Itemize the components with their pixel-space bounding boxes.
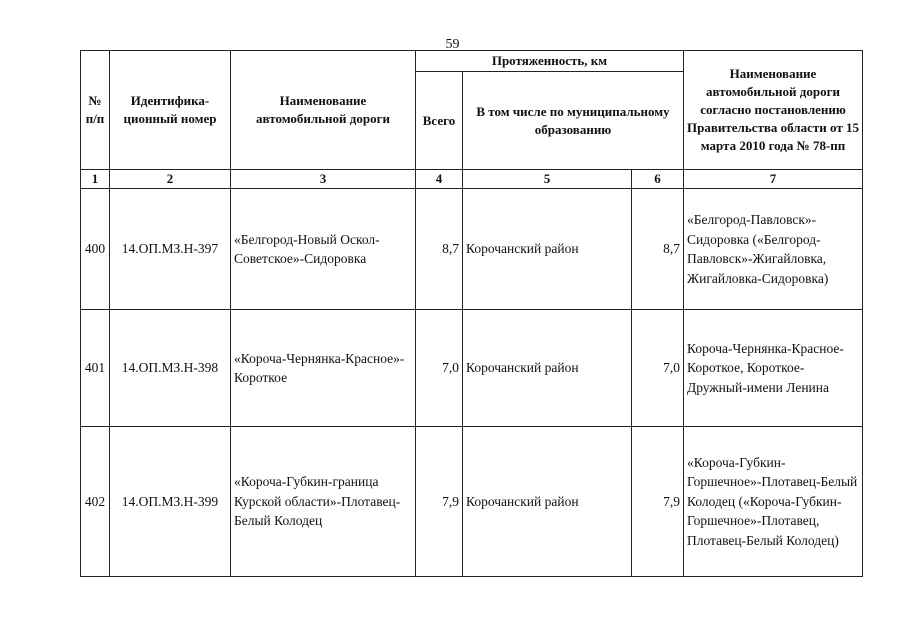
decree-road-name: «Короча-Губкин-Горшечное»-Плотавец-Белый Колодец («Короча-Губкин-Горшечное»-Плотавец, Плотавец-Белый Колодец) [684,427,863,577]
decree-road-name: «Белгород-Павловск»-Сидоровка («Белгород-Павловск»-Жигайловка, Жигайловка-Сидоровка) [684,189,863,310]
header-num: № п/п [81,51,110,170]
column-number: 4 [416,170,463,189]
municipal-length: 7,9 [632,427,684,577]
road-name: «Короча-Губкин-граница Курской области»-Плотавец-Белый Колодец [231,427,416,577]
length-total: 7,0 [416,310,463,427]
road-name: «Короча-Чернянка-Красное»-Короткое [231,310,416,427]
municipal-district: Корочанский район [463,427,632,577]
roads-table [80,50,863,577]
municipal-district: Корочанский район [463,189,632,310]
column-number: 1 [81,170,110,189]
header-total: Всего [416,72,463,170]
road-identifier: 14.ОП.МЗ.Н-398 [110,310,231,427]
municipal-length: 7,0 [632,310,684,427]
row-number: 401 [81,310,110,427]
decree-road-name: Короча-Чернянка-Красное-Короткое, Короткое-Дружный-имени Ленина [684,310,863,427]
header-decree-name: Наименование автомобильной дороги согласно постановлению Правительства области от 15 марта 2010 года № 78-пп [684,51,863,170]
header-row-top [81,51,863,72]
page-number: 59 [445,37,460,52]
column-number: 3 [231,170,416,189]
length-total: 8,7 [416,189,463,310]
row-number: 400 [81,189,110,310]
municipal-district: Корочанский район [463,310,632,427]
table-row [81,427,863,577]
row-number: 402 [81,427,110,577]
column-number: 2 [110,170,231,189]
header-road-name: Наименование автомобильной дороги [231,51,416,170]
length-total: 7,9 [416,427,463,577]
column-number: 7 [684,170,863,189]
header-municipal: В том числе по муниципальному образованию [463,72,684,170]
column-number: 5 [463,170,632,189]
municipal-length: 8,7 [632,189,684,310]
table-row [81,189,863,310]
road-name: «Белгород-Новый Оскол-Советское»-Сидоровка [231,189,416,310]
column-number: 6 [632,170,684,189]
road-identifier: 14.ОП.МЗ.Н-397 [110,189,231,310]
road-identifier: 14.ОП.МЗ.Н-399 [110,427,231,577]
header-identifier: Идентифика-ционный номер [110,51,231,170]
column-number-row [81,170,863,189]
header-length-group: Протяженность, км [416,51,684,72]
table-row [81,310,863,427]
